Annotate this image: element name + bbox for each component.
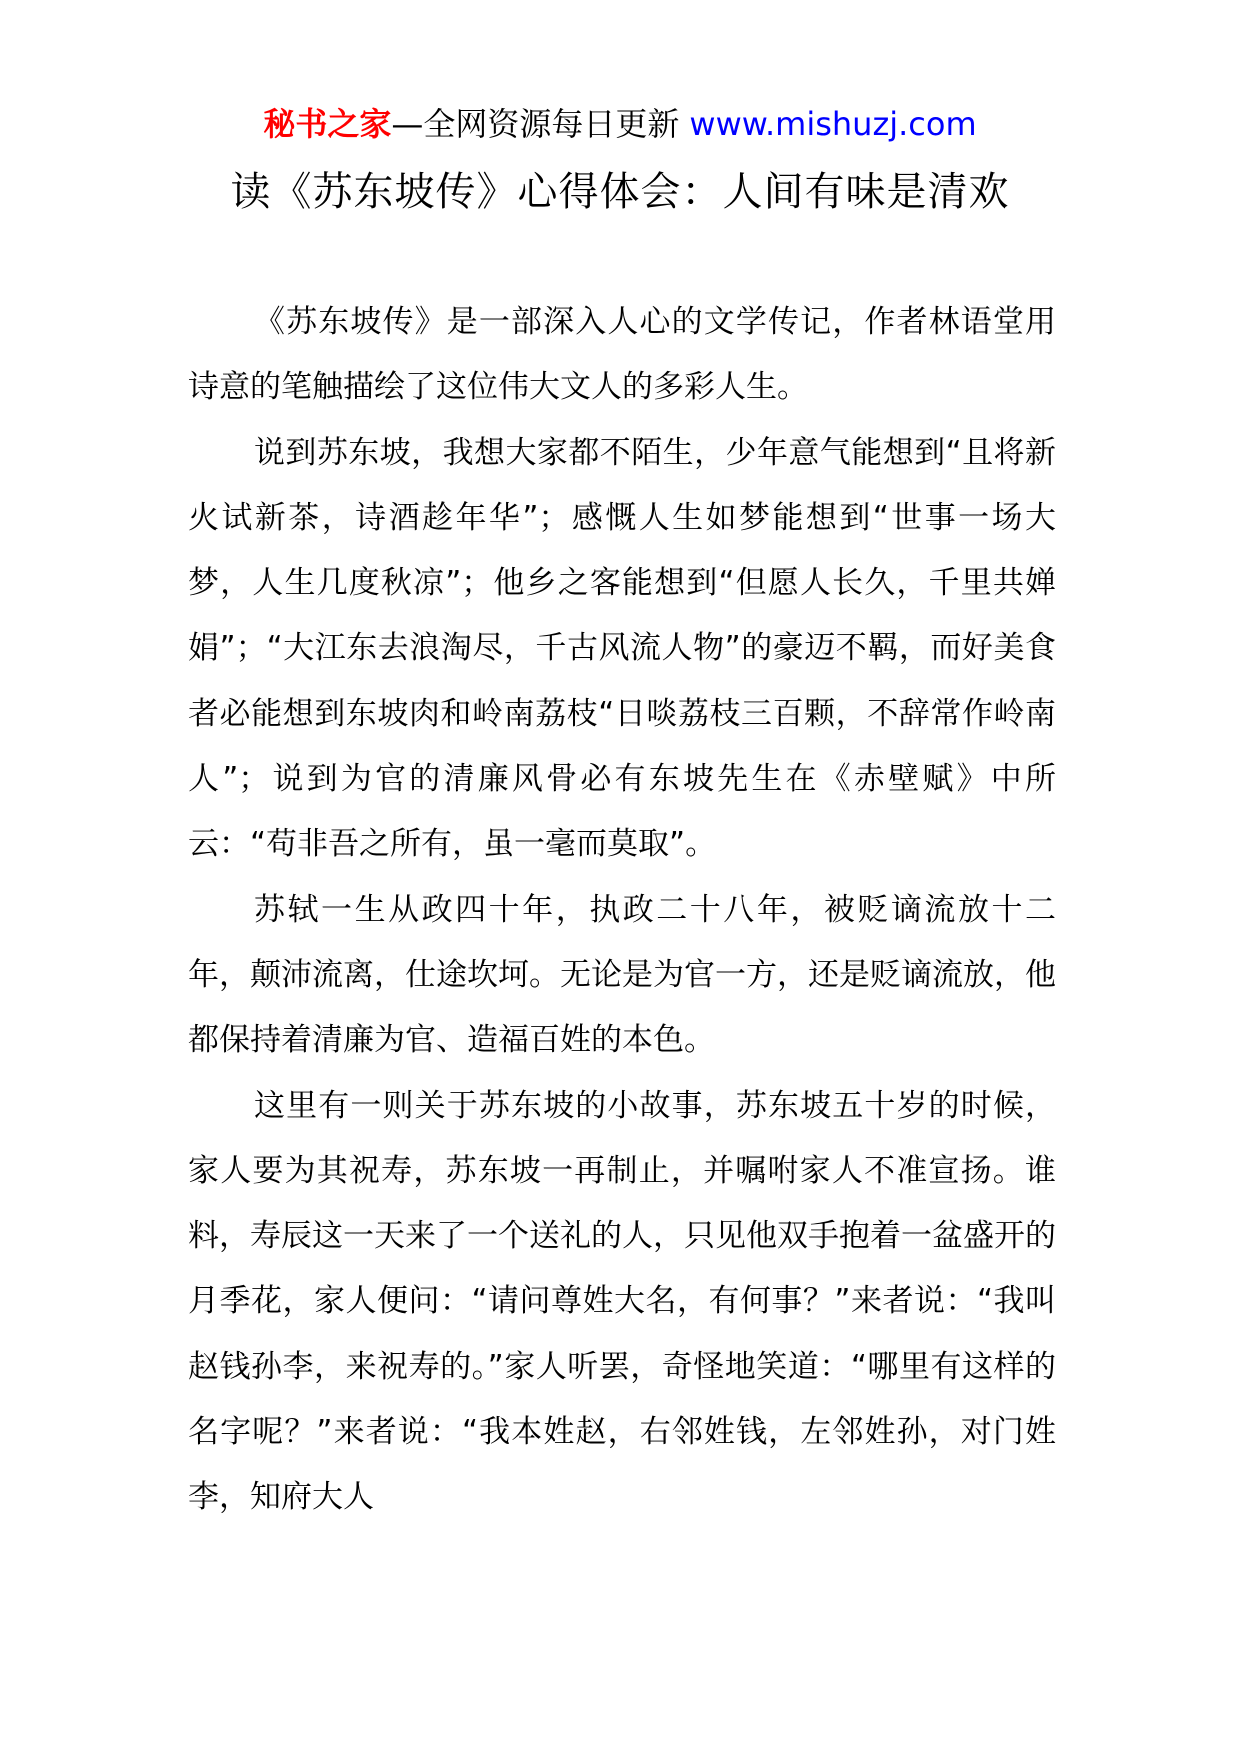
- site-tagline: —全网资源每日更新: [391, 105, 680, 143]
- paragraph: 这里有一则关于苏东坡的小故事，苏东坡五十岁的时候，家人要为其祝寿，苏东坡一再制止，并嘱咐家人不准宣扬。谁料，寿辰这一天来了一个送礼的人，只见他双手抱着一盆盛开的月季花，家人便问：“请问尊姓大名，有何事？”来者说：“我叫赵钱孙李，来祝寿的。”家人听罢，奇怪地笑道：“哪里有这样的名字呢？”来者说：“我本姓赵，右邻姓钱，左邻姓孙，对门姓李，知府大人: [188, 1087, 1056, 1516]
- document-title: 读《苏东坡传》心得体会：人间有味是清欢: [230, 169, 1010, 215]
- site-brand: 秘书之家: [263, 105, 392, 143]
- paragraph: 《苏东坡传》是一部深入人心的文学传记，作者林语堂用诗意的笔触描绘了这位伟大文人的多彩人生。: [188, 304, 1056, 406]
- paragraph: 苏轼一生从政四十年，执政二十八年，被贬谪流放十二年，颠沛流离，仕途坎坷。无论是为官一方，还是贬谪流放，他都保持着清廉为官、造福百姓的本色。: [188, 891, 1056, 1059]
- paragraph: 说到苏东坡，我想大家都不陌生，少年意气能想到“且将新火试新茶，诗酒趁年华”；感慨人生如梦能想到“世事一场大梦，人生几度秋凉”；他乡之客能想到“但愿人长久，千里共婵娟”；“大江东去浪淘尽，千古风流人物”的豪迈不羁，而好美食者必能想到东坡肉和岭南荔枝“日啖荔枝三百颗，不辞常作岭南人”；说到为官的清廉风骨必有东坡先生在《赤壁赋》中所云：“苟非吾之所有，虽一毫而莫取”。: [188, 434, 1056, 863]
- site-header: [0, 100, 1240, 148]
- document-body: [188, 290, 1056, 1531]
- site-url-link[interactable]: www.mishuzj.com: [689, 105, 977, 143]
